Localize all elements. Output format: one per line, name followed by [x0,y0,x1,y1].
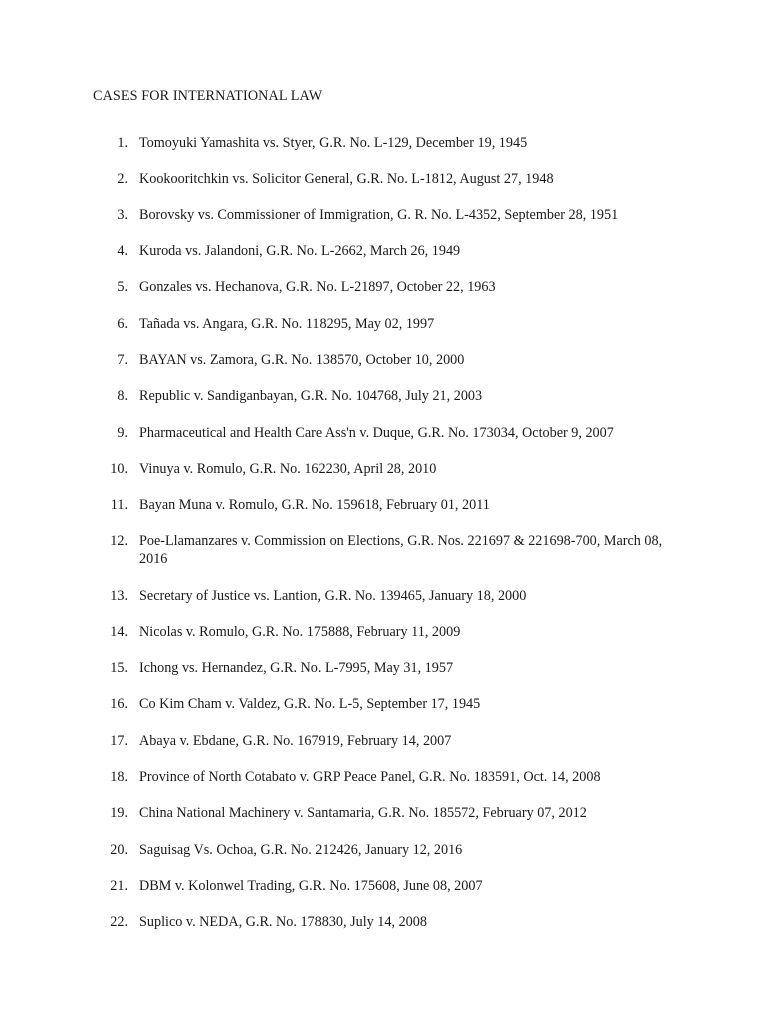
case-number: 14. [110,624,128,640]
case-number: 16. [110,696,128,712]
case-number: 13. [110,588,128,604]
case-number: 8. [117,388,128,404]
case-citation: Bayan Muna v. Romulo, G.R. No. 159618, February 01, 2011 [139,497,490,513]
page-title: CASES FOR INTERNATIONAL LAW [93,88,323,104]
case-citation: Vinuya v. Romulo, G.R. No. 162230, April 28, 2010 [139,461,437,477]
case-citation: DBM v. Kolonwel Trading, G.R. No. 175608, June 08, 2007 [139,878,483,894]
case-number: 6. [117,316,128,332]
case-citation: Nicolas v. Romulo, G.R. No. 175888, February 11, 2009 [139,624,461,640]
case-number: 18. [110,769,128,785]
case-number: 5. [117,279,128,295]
case-citation: Province of North Cotabato v. GRP Peace Panel, G.R. No. 183591, Oct. 14, 2008 [139,769,601,785]
case-citation: Poe-Llamanzares v. Commission on Elections, G.R. Nos. 221697 & 221698-700, March 08, 2016 [139,533,663,567]
case-number: 21. [110,878,128,894]
case-number: 10. [110,461,128,477]
case-citation: BAYAN vs. Zamora, G.R. No. 138570, October 10, 2000 [139,352,465,368]
case-citation: Republic v. Sandiganbayan, G.R. No. 104768, July 21, 2003 [139,388,483,404]
case-citation: Secretary of Justice vs. Lantion, G.R. No. 139465, January 18, 2000 [139,588,527,604]
case-number: 9. [117,425,128,441]
case-citation: Kookooritchkin vs. Solicitor General, G.R. No. L-1812, August 27, 1948 [139,171,554,187]
case-citation: Gonzales vs. Hechanova, G.R. No. L-21897, October 22, 1963 [139,279,496,295]
case-number: 22. [110,914,128,930]
case-citation: Suplico v. NEDA, G.R. No. 178830, July 14, 2008 [139,914,427,930]
case-citation: Saguisag Vs. Ochoa, G.R. No. 212426, January 12, 2016 [139,842,463,858]
case-number: 12. [110,533,128,549]
case-number: 11. [110,497,128,513]
case-citation: China National Machinery v. Santamaria, G.R. No. 185572, February 07, 2012 [139,805,587,821]
case-citation: Co Kim Cham v. Valdez, G.R. No. L-5, September 17, 1945 [139,696,481,712]
case-number: 1. [117,135,128,151]
case-citation: Ichong vs. Hernandez, G.R. No. L-7995, May 31, 1957 [139,660,454,676]
case-citation: Abaya v. Ebdane, G.R. No. 167919, February 14, 2007 [139,733,452,749]
case-citation: Borovsky vs. Commissioner of Immigration, G. R. No. L-4352, September 28, 1951 [139,207,619,223]
case-citation: Kuroda vs. Jalandoni, G.R. No. L-2662, March 26, 1949 [139,243,461,259]
case-citation: Tañada vs. Angara, G.R. No. 118295, May 02, 1997 [139,316,435,332]
case-number: 17. [110,733,128,749]
case-number: 19. [110,805,128,821]
case-number: 4. [117,243,128,259]
case-number: 2. [117,171,128,187]
case-number: 3. [117,207,128,223]
case-citation: Pharmaceutical and Health Care Ass'n v. Duque, G.R. No. 173034, October 9, 2007 [139,425,614,441]
case-number: 7. [117,352,128,368]
case-number: 15. [110,660,128,676]
case-citation: Tomoyuki Yamashita vs. Styer, G.R. No. L-129, December 19, 1945 [139,135,528,151]
case-number: 20. [110,842,128,858]
